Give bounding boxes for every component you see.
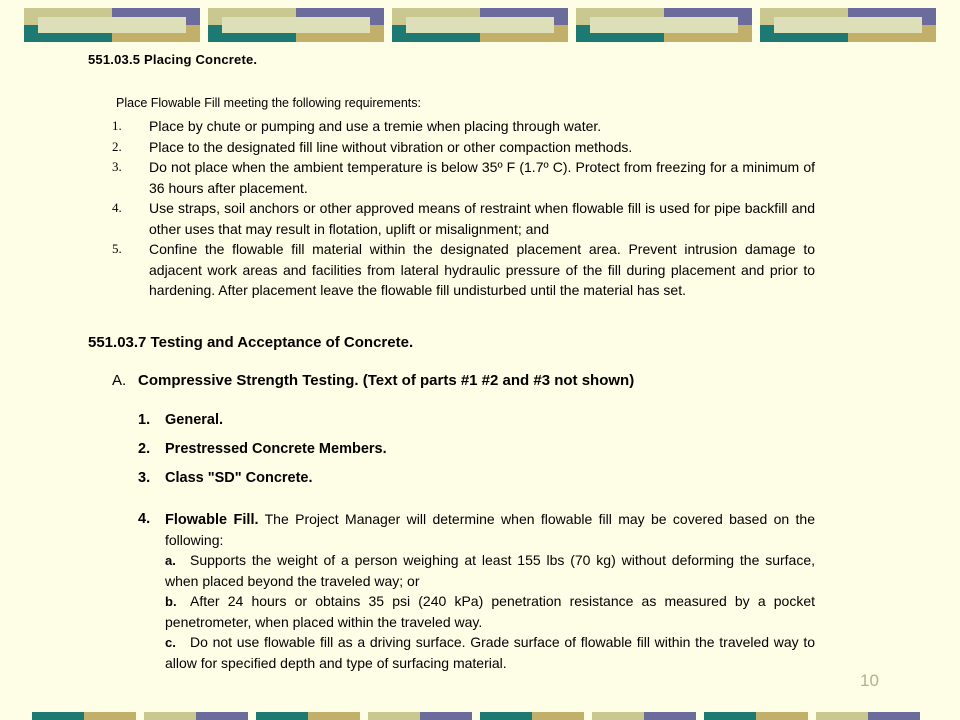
- page-number: 10: [860, 671, 879, 690]
- sub-item: [165, 632, 815, 673]
- intro-text: Place Flowable Fill meeting the following requirements:: [116, 96, 422, 110]
- item-number: 3.: [138, 470, 151, 486]
- decor-block: [576, 8, 752, 42]
- list-item: [112, 239, 815, 301]
- list-number: 1.: [112, 118, 122, 133]
- item-label: Class "SD" Concrete.: [165, 470, 313, 486]
- list-text: Confine the flowable fill material within the designated placement area. Prevent intrusion damage to adjacent work areas and facilities from lateral hydraulic pressure of the fill during placement and prior to hardening. After placement leave the flowable fill undisturbed until the material has set.: [149, 241, 815, 298]
- sub-item: [165, 550, 815, 591]
- item-number: 1.: [138, 412, 151, 428]
- section-heading-placing-concrete: 551.03.5 Placing Concrete.: [88, 52, 258, 67]
- testing-item-flowable-fill: [138, 509, 815, 673]
- sub-letter: c.: [165, 635, 176, 650]
- list-item: [112, 198, 815, 239]
- list-item: [112, 137, 815, 158]
- list-text: Place by chute or pumping and use a tremie when placing through water.: [149, 118, 602, 134]
- sub-item: [165, 591, 815, 632]
- testing-item: [138, 441, 387, 457]
- list-text: Do not place when the ambient temperature is below 35º F (1.7º C). Protect from freezing for a minimum of 36 hours after placement.: [149, 159, 815, 196]
- item-label: Prestressed Concrete Members.: [165, 441, 387, 457]
- list-item: [112, 157, 815, 198]
- item-label: Flowable Fill.: [165, 512, 259, 528]
- item-text: The Project Manager will determine when flowable fill may be covered based on the following:: [165, 511, 815, 548]
- sub-letter: a.: [165, 553, 176, 568]
- testing-item: [138, 412, 223, 428]
- sub-text: After 24 hours or obtains 35 psi (240 kPa) penetration resistance as measured by a pocket penetrometer, when placed within the traveled way.: [165, 593, 815, 630]
- decor-block: [24, 8, 200, 42]
- item-label: General.: [165, 412, 224, 428]
- sub-text: Do not use flowable fill as a driving surface. Grade surface of flowable fill within the traveled way to allow for specified depth and type of surfacing material.: [165, 634, 815, 671]
- item-number: 4.: [138, 511, 151, 527]
- list-number: 3.: [112, 159, 122, 174]
- list-text: Use straps, soil anchors or other approved means of restraint when flowable fill is used for pipe backfill and other uses that may result in flotation, uplift or misalignment; and: [149, 200, 815, 237]
- subsection-a: [112, 372, 634, 389]
- subsection-title: Compressive Strength Testing. (Text of parts #1 #2 and #3 not shown): [138, 372, 635, 389]
- decor-block: [392, 8, 568, 42]
- list-number: 2.: [112, 138, 122, 154]
- decor-block: [208, 8, 384, 42]
- sub-letter: b.: [165, 594, 177, 609]
- sub-text: Supports the weight of a person weighing at least 155 lbs (70 kg) without deforming the surface, when placed beyond the traveled way; or: [165, 552, 815, 589]
- list-text: Place to the designated fill line without vibration or other compaction methods.: [149, 138, 633, 155]
- list-number: 5.: [112, 241, 122, 256]
- requirements-list: [112, 116, 815, 301]
- list-item: [112, 116, 815, 137]
- testing-item: [138, 470, 313, 486]
- subsection-mark: A.: [112, 372, 127, 389]
- section-heading-testing: 551.03.7 Testing and Acceptance of Concrete.: [88, 334, 414, 351]
- item-number: 2.: [138, 441, 151, 457]
- top-decorative-band: [24, 8, 936, 42]
- bottom-decorative-band: [32, 712, 932, 720]
- list-number: 4.: [112, 200, 122, 215]
- decor-block: [760, 8, 936, 42]
